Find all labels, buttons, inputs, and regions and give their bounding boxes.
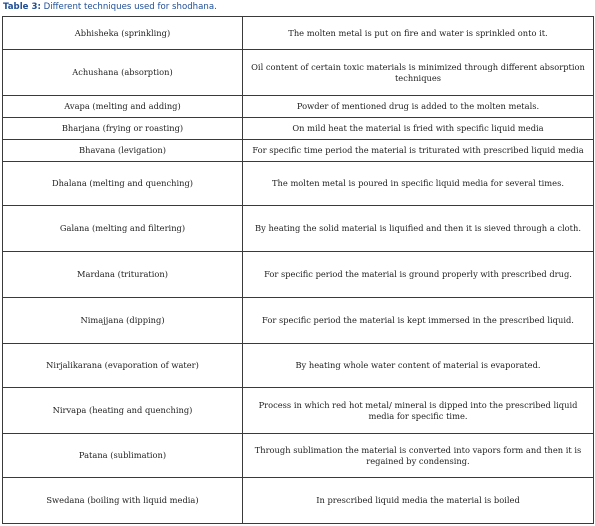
- technique-cell: Avapa (melting and adding): [3, 96, 243, 118]
- table-caption-text: Different techniques used for shodhana.: [40, 2, 217, 12]
- table-body: [3, 17, 594, 524]
- table-caption-label: Table 3:: [3, 2, 41, 12]
- table-row: [3, 162, 594, 206]
- description-cell: The molten metal is poured in specific liquid media for several times.: [243, 162, 594, 206]
- description-cell: Through sublimation the material is converted into vapors form and then it is regained by condensing.: [243, 434, 594, 478]
- technique-cell: Abhisheka (sprinkling): [3, 17, 243, 50]
- description-cell: For specific time period the material is triturated with prescribed liquid media: [243, 140, 594, 162]
- table-row: [3, 298, 594, 344]
- technique-cell: Nirjalikarana (evaporation of water): [3, 344, 243, 388]
- table-row: [3, 118, 594, 140]
- description-cell: By heating the solid material is liquified and then it is sieved through a cloth.: [243, 206, 594, 252]
- technique-cell: Mardana (trituration): [3, 252, 243, 298]
- technique-cell: Dhalana (melting and quenching): [3, 162, 243, 206]
- description-cell: By heating whole water content of material is evaporated.: [243, 344, 594, 388]
- description-cell: Process in which red hot metal/ mineral is dipped into the prescribed liquid media for specific time.: [243, 388, 594, 434]
- technique-cell: Bharjana (frying or roasting): [3, 118, 243, 140]
- technique-cell: Nimajjana (dipping): [3, 298, 243, 344]
- description-cell: For specific period the material is ground properly with prescribed drug.: [243, 252, 594, 298]
- description-cell: Oil content of certain toxic materials is minimized through different absorption techniques: [243, 50, 594, 96]
- table-row: [3, 17, 594, 50]
- technique-cell: Galana (melting and filtering): [3, 206, 243, 252]
- technique-cell: Patana (sublimation): [3, 434, 243, 478]
- shodhana-techniques-table: [2, 16, 594, 524]
- description-cell: In prescribed liquid media the material is boiled: [243, 478, 594, 524]
- table-row: [3, 344, 594, 388]
- table-row: [3, 140, 594, 162]
- technique-cell: Bhavana (levigation): [3, 140, 243, 162]
- table-row: [3, 388, 594, 434]
- description-cell: The molten metal is put on fire and water is sprinkled onto it.: [243, 17, 594, 50]
- description-cell: On mild heat the material is fried with specific liquid media: [243, 118, 594, 140]
- table-caption: [3, 2, 217, 12]
- technique-cell: Achushana (absorption): [3, 50, 243, 96]
- table-row: [3, 252, 594, 298]
- table-row: [3, 478, 594, 524]
- table-row: [3, 50, 594, 96]
- technique-cell: Swedana (boiling with liquid media): [3, 478, 243, 524]
- table-row: [3, 434, 594, 478]
- description-cell: Powder of mentioned drug is added to the molten metals.: [243, 96, 594, 118]
- technique-cell: Nirvapa (heating and quenching): [3, 388, 243, 434]
- table-row: [3, 206, 594, 252]
- description-cell: For specific period the material is kept immersed in the prescribed liquid.: [243, 298, 594, 344]
- table-row: [3, 96, 594, 118]
